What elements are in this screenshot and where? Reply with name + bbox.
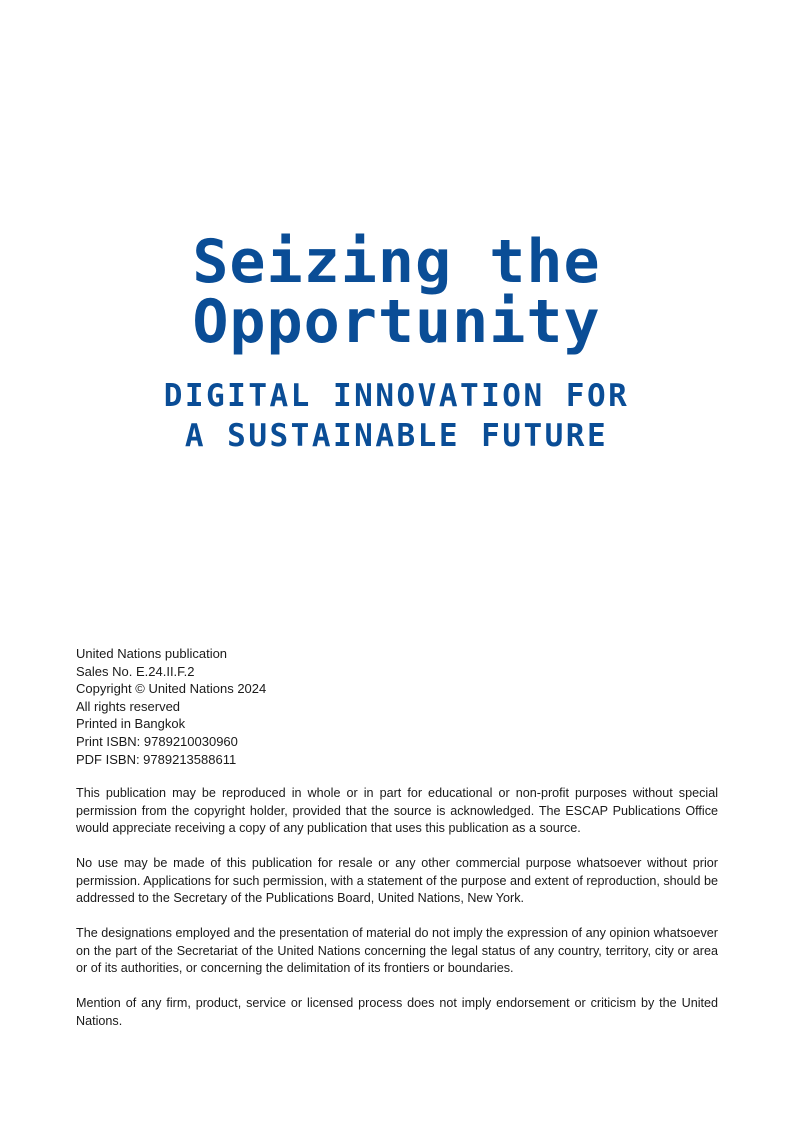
printed-location: Printed in Bangkok [76, 716, 186, 732]
endorsement-disclaimer: Mention of any firm, product, service or licensed process does not imply endorsement or criticism by the United Nations. [76, 996, 718, 1028]
rights-reserved: All rights reserved [76, 698, 181, 714]
title-line-2: Opportunity [192, 287, 601, 357]
publication-type: United Nations publication [76, 646, 228, 661]
sales-number: Sales No. E.24.II.F.2 [76, 663, 195, 679]
title-line-1: Seizing the [192, 227, 601, 297]
subtitle-line-1: DIGITAL INNOVATION FOR [163, 378, 630, 414]
pdf-isbn: PDF ISBN: 9789213588611 [76, 751, 237, 767]
copyright: Copyright © United Nations 2024 [76, 681, 267, 697]
title-block [0, 227, 793, 357]
subtitle-block [0, 376, 793, 456]
print-isbn: Print ISBN: 9789210030960 [76, 733, 238, 749]
legal-notices [76, 785, 718, 1048]
subtitle-line-2: A SUSTAINABLE FUTURE [184, 418, 609, 454]
commercial-use-notice: No use may be made of this publication for resale or any other commercial purpose whatsoever without prior permission. Applications for such permission, with a statement of the purpose and extent of reproduction, should be addressed to the Secretary of the Publications Board, United Nations, New York. [76, 856, 718, 905]
publication-info [76, 645, 718, 768]
designations-disclaimer: The designations employed and the presentation of material do not imply the expression of any opinion whatsoever on the part of the Secretariat of the United Nations concerning the legal status of any country, territory, city or area or of its authorities, or concerning the delimitation of its frontiers or boundaries. [76, 926, 718, 975]
reproduction-notice: This publication may be reproduced in whole or in part for educational or non-profit purposes without special permission from the copyright holder, provided that the source is acknowledged. The ESCAP Publications Office would appreciate receiving a copy of any publication that uses this publication as a source. [76, 786, 718, 835]
